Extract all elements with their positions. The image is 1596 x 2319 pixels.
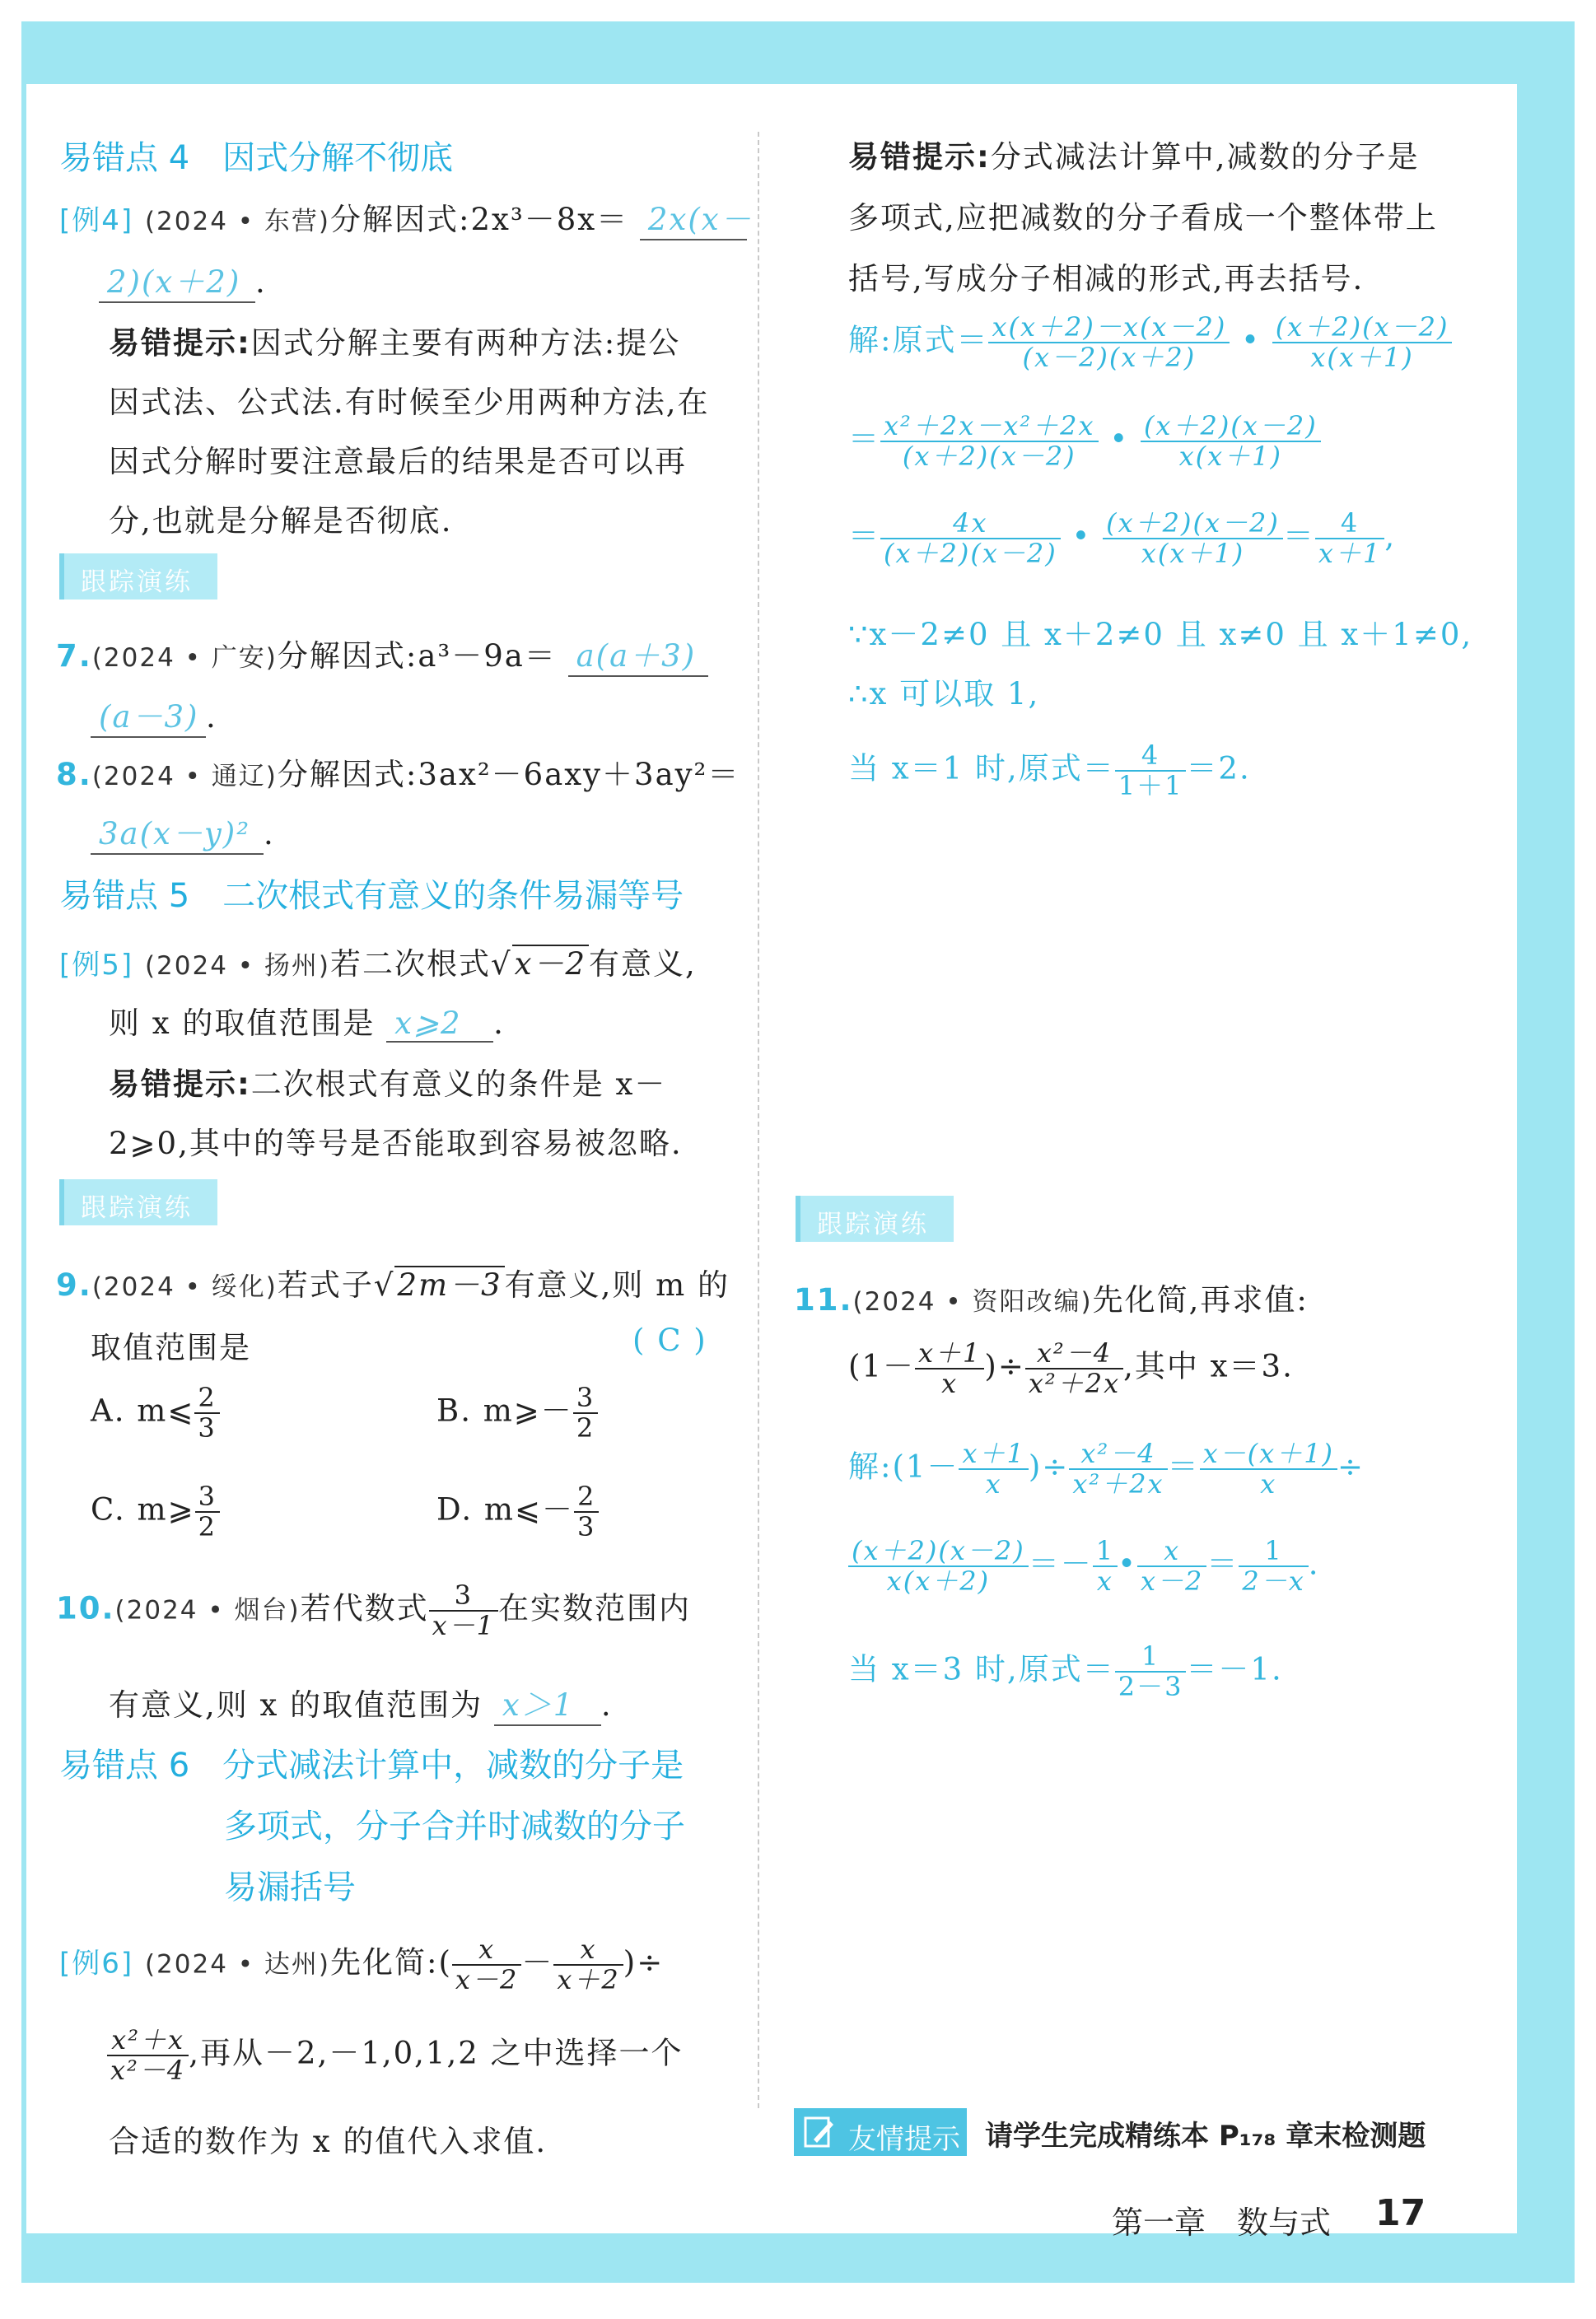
question-number: 9. [56,1267,92,1303]
question-11 [794,1275,1309,1319]
punct: . [600,1687,613,1723]
punct: . [264,816,275,852]
frac-num: x＋1 [915,1339,984,1369]
frac-num: x²＋x [107,2026,189,2056]
question-8 [56,749,740,794]
frac-den: 3 [198,1412,217,1444]
q11-solution-step-2 [848,1537,1320,1596]
frac-den: x－2 [1140,1565,1204,1598]
frac-den: 2－3 [1118,1671,1183,1703]
tip-label: 易错提示: [109,325,251,361]
tip-4-line2: 因式法、公式法.有时候至少用两种方法,在 [109,385,710,420]
example-label: [例6] [59,1947,134,1981]
frac-den: x(x＋1) [1141,538,1245,570]
radicand: x－2 [512,945,589,982]
question-text: 在实数范围内 [498,1590,692,1626]
answer-blank: 2)(x＋2) [99,257,255,303]
sol-text: 当 x＝1 时,原式＝ [848,750,1115,786]
question-9: 9.(2024 • 绥化)若式子√2m－3有意义,则 m 的 [56,1267,730,1303]
tip-text: 因式分解主要有两种方法:提公 [250,325,681,361]
tip-4-line3: 因式分解时要注意最后的结果是否可以再 [109,444,687,479]
tracking-badge-3 [796,1196,954,1242]
question-text: 先化简,再求值: [1092,1282,1309,1318]
example-6: [例6] (2024 • 达州)先化简:( $\frac{x}{x-2}$ － $\frac{x}{x+2}$ )÷ [59,1934,665,1996]
question-text: 若代数式 [300,1590,429,1626]
punct: , [1384,518,1397,554]
tip-6-line2: 多项式,应把减数的分子看成一个整体带上 [848,200,1438,236]
tip-5-line1 [109,1059,666,1104]
tip-4-line1 [109,318,680,362]
expr-text: )÷ [984,1348,1025,1384]
frac-den: x [941,1368,959,1400]
badge-label: 跟踪演练 [817,1210,929,1239]
option-a [91,1383,220,1443]
sol-text: 解:(1－ [848,1449,959,1485]
answer-blank: x＞1 [494,1680,601,1726]
tip-5-line2: 2⩾0,其中的等号是否能取到容易被忽略. [109,1126,683,1161]
frac-den: 2－x [1242,1565,1305,1598]
expr-text: (1－ [848,1348,915,1384]
frac-den: (x＋2)(x－2) [902,441,1076,473]
right-border [1517,21,1575,2278]
frac-num: x²－4 [1069,1439,1167,1470]
tip-6-line3: 括号,写成分子相减的形式,再去括号. [848,261,1365,296]
frac-num: x²－4 [1025,1339,1123,1369]
punct: . [206,699,217,735]
question-text: 分解因式:a³－9a＝ [277,638,557,674]
frac-den: x－2 [455,1964,519,1996]
solution-condition: ∵x－2≠0 且 x＋2≠0 且 x≠0 且 x＋1≠0, [848,617,1473,652]
question-number: 11. [794,1282,853,1318]
frac-num: 4 [1315,509,1384,539]
frac-num: 4 [1115,741,1187,772]
source-tag: (2024 • 绥化) [91,1272,278,1302]
frac-num: (x＋2)(x－2) [848,1537,1029,1567]
question-text: 分解因式:2x³－8x＝ [330,202,629,237]
question-7 [56,631,708,677]
frac-num: 2 [574,1482,599,1513]
tip-label: 易错提示: [109,1066,251,1102]
example-5-cont [109,998,505,1043]
answer-blank: x⩾2 [386,1006,493,1043]
example-5: [例5] (2024 • 扬州)若二次根式√x－2有意义, [59,946,697,982]
sol-text: )÷ [1028,1449,1070,1485]
frac-num: 1 [1115,1642,1187,1673]
solution-final [848,741,1251,800]
question-number: 8. [56,757,92,792]
question-7-cont [91,692,217,738]
option-b [436,1383,598,1443]
question-10-cont [109,1680,613,1726]
question-11-expr [848,1339,1294,1398]
frac-num: 3 [429,1581,498,1612]
section-title-6: 易错点 6 分式减法计算中，减数的分子是 [59,1747,684,1785]
solution-step-1 [848,313,1452,372]
friendly-tip-text: 请学生完成精练本 P₁₇₈ 章末检测题 [985,2120,1426,2153]
example-6-cont2: 合适的数作为 x 的值代入求值. [109,2124,548,2159]
chapter-label: 第一章 数与式 [1112,2205,1332,2241]
frac-den: 2 [198,1511,217,1543]
expr-text: ,其中 x＝3. [1123,1348,1294,1384]
source-tag: (2024 • 扬州) [144,951,331,981]
frac-den: 1＋1 [1118,770,1183,802]
frac-num: x(x＋2)－x(x－2) [988,313,1230,343]
operator: • [1118,1546,1137,1582]
sol-text: ＝ [848,421,880,457]
source-tag: (2024 • 烟台) [114,1595,301,1626]
frac-den: x(x＋2) [886,1565,991,1598]
frac-num: x－(x＋1) [1200,1439,1337,1470]
source-tag: (2024 • 广安) [91,643,278,673]
source-tag: (2024 • 资阳改编) [852,1287,1093,1317]
bottom-border [21,2233,1575,2283]
question-text: 分解因式:3ax²－6axy＋3ay²＝ [277,757,740,792]
tip-text: 分式减法计算中,减数的分子是 [990,139,1420,175]
frac-num: 3 [195,1482,220,1513]
source-tag: (2024 • 达州) [144,1949,331,1980]
operator: ＝ [1282,518,1315,554]
question-10 [56,1581,691,1640]
q11-solution-final [848,1642,1283,1701]
example-4-cont [99,257,267,303]
frac-den: (x－2)(x＋2) [1022,342,1197,374]
frac-num: x [452,1935,521,1966]
frac-den: x＋2 [557,1964,620,1996]
question-text: 则 x 的取值范围是 [109,1006,376,1041]
frac-num: x²＋2x－x²＋2x [880,412,1099,442]
section-title-4: 易错点 4 因式分解不彻底 [59,139,454,177]
question-text: 若二次根式 [330,946,492,982]
frac-den: x [1260,1468,1277,1500]
question-text: 有意义,则 x 的取值范围为 [109,1687,483,1723]
operator: • [1071,518,1092,554]
sol-text: 当 x＝3 时,原式＝ [848,1651,1115,1687]
option-label: A. m⩽ [91,1393,195,1429]
frac-num: x＋1 [959,1439,1028,1470]
example-label: [例4] [59,204,134,237]
frac-den: x(x＋1) [1310,342,1414,374]
question-text: 有意义, [589,946,697,982]
tip-4-line4: 分,也就是分解是否彻底. [109,503,453,539]
tip-6-line1 [848,132,1420,176]
frac-num: 1 [1093,1537,1118,1567]
frac-den: x²＋2x [1028,1368,1121,1400]
question-text: 先化简: [330,1944,439,1981]
column-divider [758,132,759,2108]
sol-text: ＝－1. [1186,1651,1283,1687]
q11-solution-step-1 [848,1439,1365,1499]
frac-den: x²－4 [110,2055,186,2087]
section-title-5: 易错点 5 二次根式有意义的条件易漏等号 [59,877,684,915]
source-tag: (2024 • 东营) [144,207,331,236]
operator: ＝ [1206,1546,1239,1582]
tracking-badge-2 [59,1179,217,1225]
frac-den: x＋1 [1318,538,1382,570]
answer-blank: a(a＋3) [568,631,708,677]
sol-text: 解:原式＝ [848,322,989,358]
frac-num: x [1137,1537,1206,1567]
frac-num: 4x [880,509,1061,539]
question-9-cont: 取值范围是 [91,1330,251,1365]
radicand: 2m－3 [394,1266,504,1303]
tip-label: 易错提示: [848,139,991,175]
answer-blank: 2x(x－ [640,194,747,240]
answer-blank: 3a(x－y)² [91,809,264,855]
frac-num: (x＋2)(x－2) [1141,412,1321,442]
question-text: 有意义,则 m 的 [504,1267,730,1303]
frac-den: x [1096,1565,1113,1598]
frac-den: x(x＋1) [1178,441,1283,473]
punct: . [1308,1546,1320,1582]
friendly-tip-badge [794,2108,967,2156]
punct: . [255,264,267,300]
frac-den: 2 [576,1412,595,1444]
operator: • [1241,322,1261,358]
frac-den: x²＋2x [1072,1468,1164,1500]
question-8-cont [91,809,275,855]
sol-text: ＝2. [1186,750,1251,786]
frac-den: (x＋2)(x－2) [884,538,1057,570]
tip-text: 二次根式有意义的条件是 x－ [250,1066,667,1102]
edit-note-icon [802,2115,837,2149]
frac-num: 1 [1239,1537,1308,1567]
option-c [91,1482,220,1542]
sol-text: ＝ [848,518,880,554]
friendly-tip-label: 友情提示 [848,2123,960,2156]
option-label: C. m⩾ [91,1491,195,1528]
option-label: B. m⩾－ [436,1393,573,1429]
frac-den: x [985,1468,1002,1500]
punct: . [493,1006,505,1041]
left-border [21,21,26,2278]
question-text: 若式子 [277,1267,374,1303]
section-title-6-line2: 多项式，分子合并时减数的分子 [224,1808,685,1845]
operator: ÷ [1337,1449,1365,1485]
frac-den: 3 [576,1511,596,1543]
question-text: ,再从－2,－1,0,1,2 之中选择一个 [189,2035,684,2071]
answer-choice: ( C ) [632,1323,707,1358]
frac-num: 2 [194,1383,219,1414]
operator: ÷ [637,1944,665,1981]
source-tag: (2024 • 通辽) [91,762,278,791]
solution-step-3 [848,509,1396,568]
solution-choice: ∴x 可以取 1, [848,676,1040,712]
page-number: 17 [1375,2192,1426,2234]
example-label: [例5] [59,949,134,982]
top-border [21,21,1575,84]
solution-step-2 [848,412,1321,471]
frac-num: 3 [573,1383,598,1414]
frac-den: x－1 [432,1610,496,1642]
operator: ＝－ [1028,1546,1093,1582]
option-label: D. m⩽－ [436,1491,574,1528]
option-d [436,1482,599,1542]
answer-blank: (a－3) [91,692,206,738]
frac-num: x [553,1935,623,1966]
section-title-6-line3: 易漏括号 [224,1869,356,1906]
badge-label: 跟踪演练 [81,1193,193,1223]
tracking-badge-1 [59,553,217,600]
operator: ＝ [1167,1449,1200,1485]
question-number: 7. [56,638,92,674]
example-4 [59,194,753,240]
question-number: 10. [56,1590,115,1626]
operator: • [1109,421,1130,457]
frac-num: (x＋2)(x－2) [1272,313,1453,343]
example-6-cont [107,2026,684,2085]
badge-label: 跟踪演练 [81,567,193,597]
frac-num: (x＋2)(x－2) [1103,509,1283,539]
